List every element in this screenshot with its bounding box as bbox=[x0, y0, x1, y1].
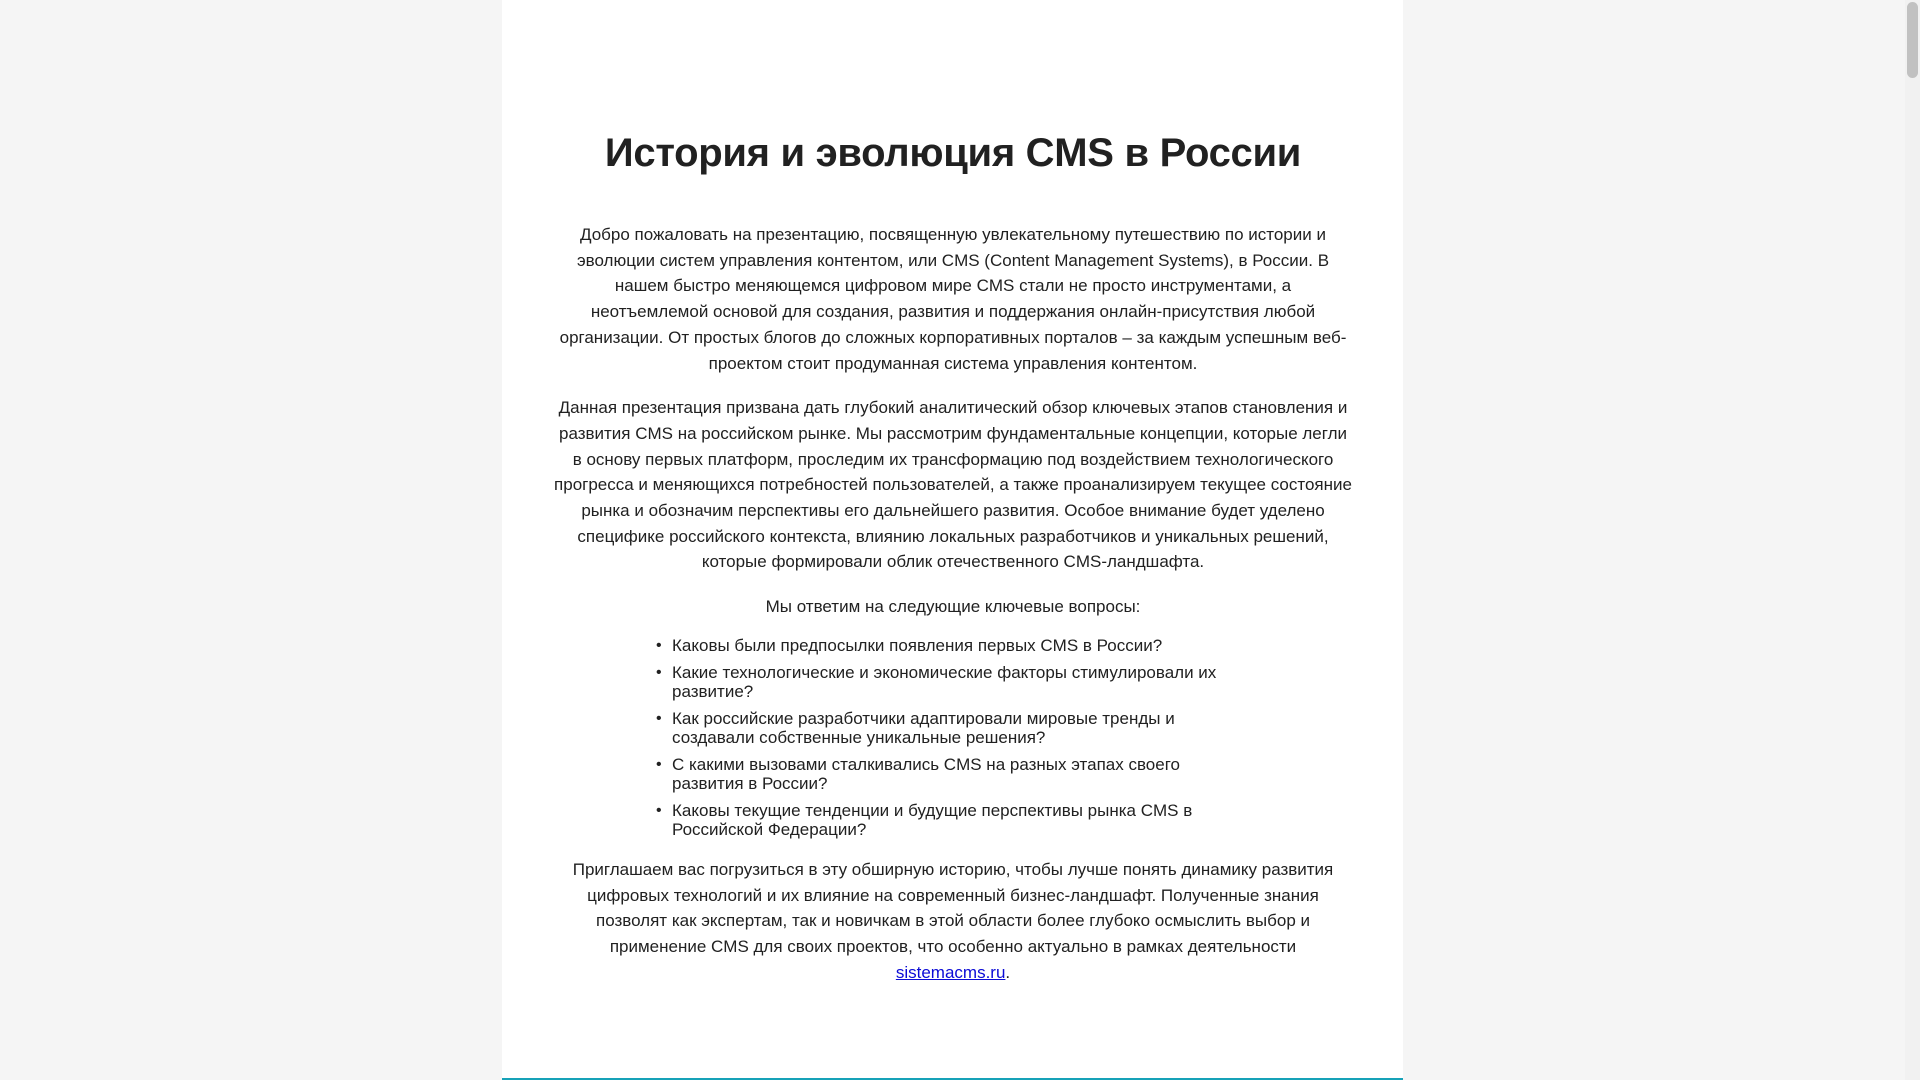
intro-paragraph: Добро пожаловать на презентацию, посвященную увлекательному путешествию по истории и эволюции систем управления контентом, или CMS (Content Management Systems), в России. В нашем быстро меняющемся цифровом мире CMS стали не просто инструментами, а неотъемлемой основой для создания, развития и поддержания онлайн-присутствия любой организации. От простых блогов до сложных корпоративных порталов – за каждым успешным веб-проектом стоит продуманная система управления контентом. bbox=[559, 225, 1347, 373]
closing-period: . bbox=[1005, 962, 1011, 982]
bullet-icon: • bbox=[656, 663, 662, 681]
closing-text: Приглашаем вас погрузиться в эту обширную историю, чтобы лучше понять динамику развития цифровых технологий и их влияние на современный бизнес-ландшафт. Полученные знания позволят как экспертам, так и новичкам в этой области более глубоко осмыслить выбор и применение CMS для своих проектов, что особенно актуально в рамках деятельности bbox=[572, 859, 1334, 956]
questions-intro: Мы ответим на следующие ключевые вопросы: bbox=[765, 597, 1141, 617]
question-text: С какими вызовами сталкивались CMS на разных этапах своего развития в России? bbox=[672, 754, 1180, 793]
bullet-icon: • bbox=[656, 636, 662, 654]
sistemacms-link[interactable]: sistemacms.ru bbox=[895, 962, 1006, 982]
question-text: Каковы текущие тенденции и будущие перспективы рынка CMS в Российской Федерации? bbox=[672, 800, 1193, 839]
scrollbar-thumb[interactable] bbox=[1907, 2, 1918, 78]
list-item bbox=[656, 800, 1242, 839]
presentation-slide bbox=[502, 0, 1403, 1080]
bullet-icon: • bbox=[656, 709, 662, 727]
question-text: Какие технологические и экономические факторы стимулировали их развитие? bbox=[672, 662, 1217, 701]
page-title: История и эволюция CMS в России bbox=[604, 131, 1302, 175]
closing-paragraph bbox=[554, 857, 1352, 986]
list-item bbox=[656, 662, 1242, 701]
bullet-icon: • bbox=[656, 755, 662, 773]
purpose-paragraph: Данная презентация призвана дать глубокий аналитический обзор ключевых этапов становления и развития CMS на российском рынке. Мы рассмотрим фундаментальные концепции, которые легли в основу первых платформ, проследим их трансформацию под воздействием технологического прогресса и меняющихся потребностей пользователей, а также проанализируем текущее состояние рынка и обозначим перспективы его дальнейшего развития. Особое внимание будет уделено специфике российского контекста, влиянию локальных разработчиков и уникальных решений, которые формировали облик отечественного CMS-ландшафта. bbox=[554, 398, 1352, 572]
vertical-scrollbar[interactable] bbox=[1905, 0, 1920, 1080]
questions-list bbox=[554, 636, 1242, 839]
list-item bbox=[656, 708, 1242, 747]
list-item bbox=[656, 754, 1242, 793]
question-text: Как российские разработчики адаптировали мировые тренды и создавали собственные уникальные решения? bbox=[672, 708, 1175, 747]
bullet-icon: • bbox=[656, 801, 662, 819]
slide-content bbox=[554, 0, 1352, 985]
list-item bbox=[656, 635, 1242, 655]
question-text: Каковы были предпосылки появления первых CMS в России? bbox=[672, 635, 1163, 655]
